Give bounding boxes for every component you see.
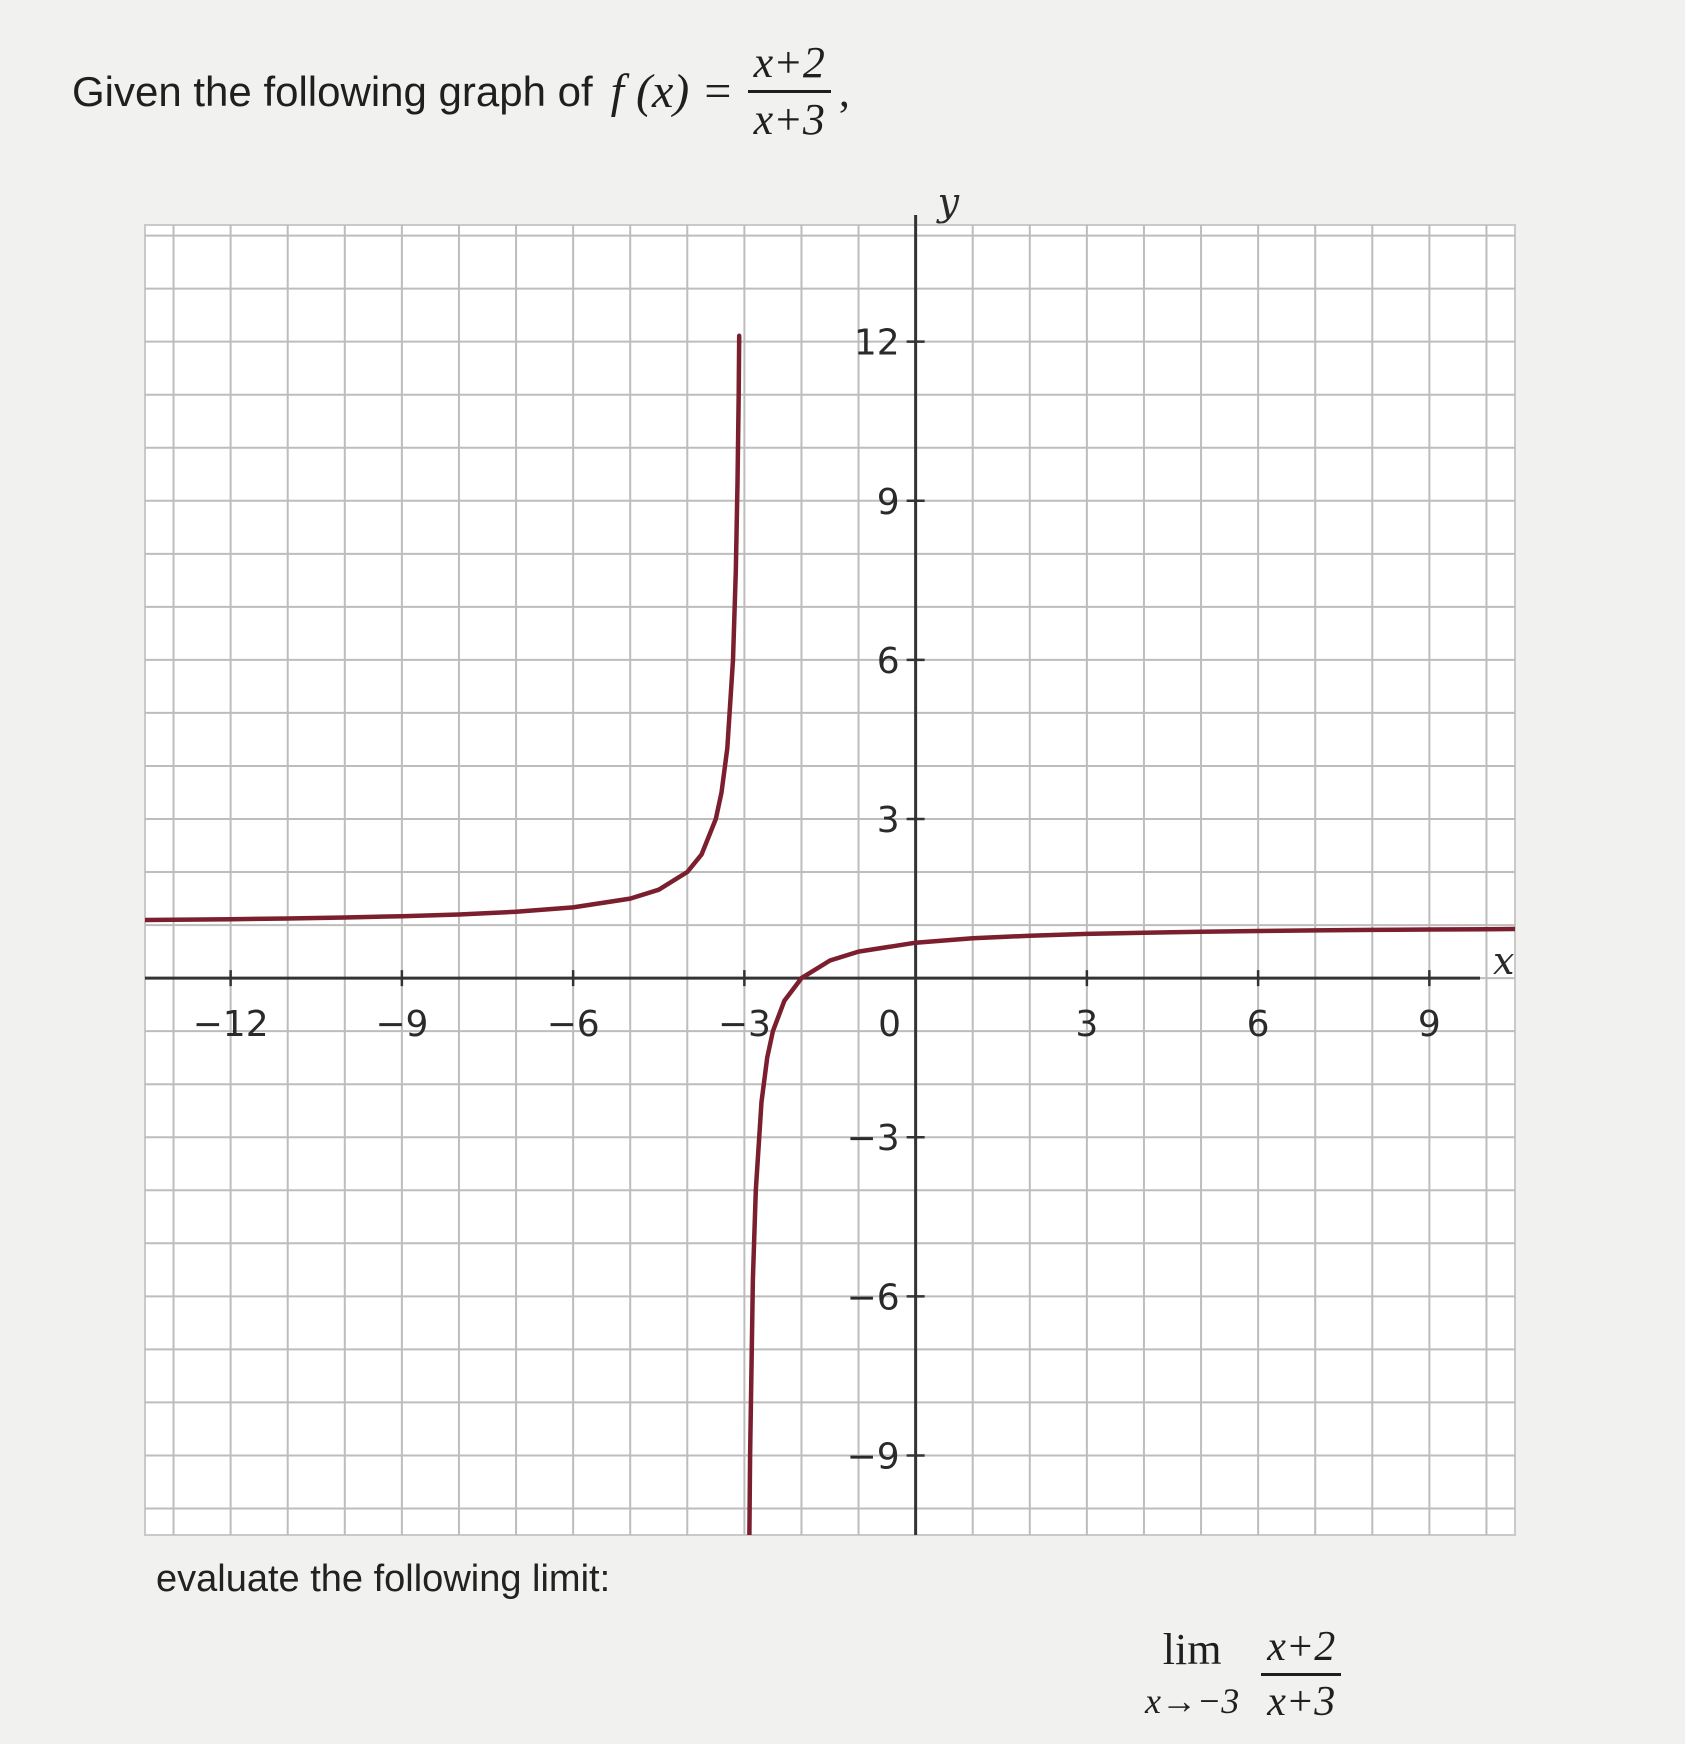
x-tick-label: −9 — [375, 1004, 429, 1046]
x-tick-label: 6 — [1246, 1004, 1270, 1046]
limit-prompt: evaluate the following limit: — [156, 1558, 611, 1600]
x-tick-label: −3 — [717, 1004, 771, 1046]
y-tick-label: 3 — [876, 800, 900, 842]
x-tick-label: 3 — [1075, 1004, 1099, 1046]
x-tick-label: −12 — [192, 1004, 269, 1046]
limit-numerator: x+2 — [1261, 1625, 1341, 1676]
limit-subscript: x→−3 — [1145, 1680, 1240, 1721]
y-tick-label: 6 — [876, 640, 900, 682]
limit-word: lim — [1162, 1624, 1222, 1674]
limit-expression — [1145, 1625, 1341, 1724]
question-intro: Given the following graph of — [72, 67, 593, 115]
y-tick-label: −3 — [846, 1118, 900, 1160]
y-tick-label: 9 — [876, 481, 900, 523]
graph-background — [145, 225, 1515, 1535]
y-axis-label: y — [937, 180, 960, 224]
y-tick-label: −9 — [846, 1436, 900, 1478]
x-tick-label: 9 — [1417, 1004, 1441, 1046]
function-denominator: x+3 — [753, 95, 825, 145]
y-tick-label: 12 — [853, 322, 900, 364]
function-numerator: x+2 — [748, 40, 831, 93]
x-tick-label: 0 — [878, 1004, 902, 1046]
x-tick-label: −6 — [546, 1004, 600, 1046]
limit-operator — [1145, 1624, 1240, 1722]
x-axis-label: x — [1493, 939, 1515, 984]
function-lhs: f (x) = — [610, 65, 734, 119]
limit-denominator: x+3 — [1267, 1679, 1336, 1726]
y-tick-label: −6 — [846, 1277, 900, 1319]
question-comma: , — [838, 67, 850, 117]
limit-fraction — [1261, 1625, 1341, 1724]
